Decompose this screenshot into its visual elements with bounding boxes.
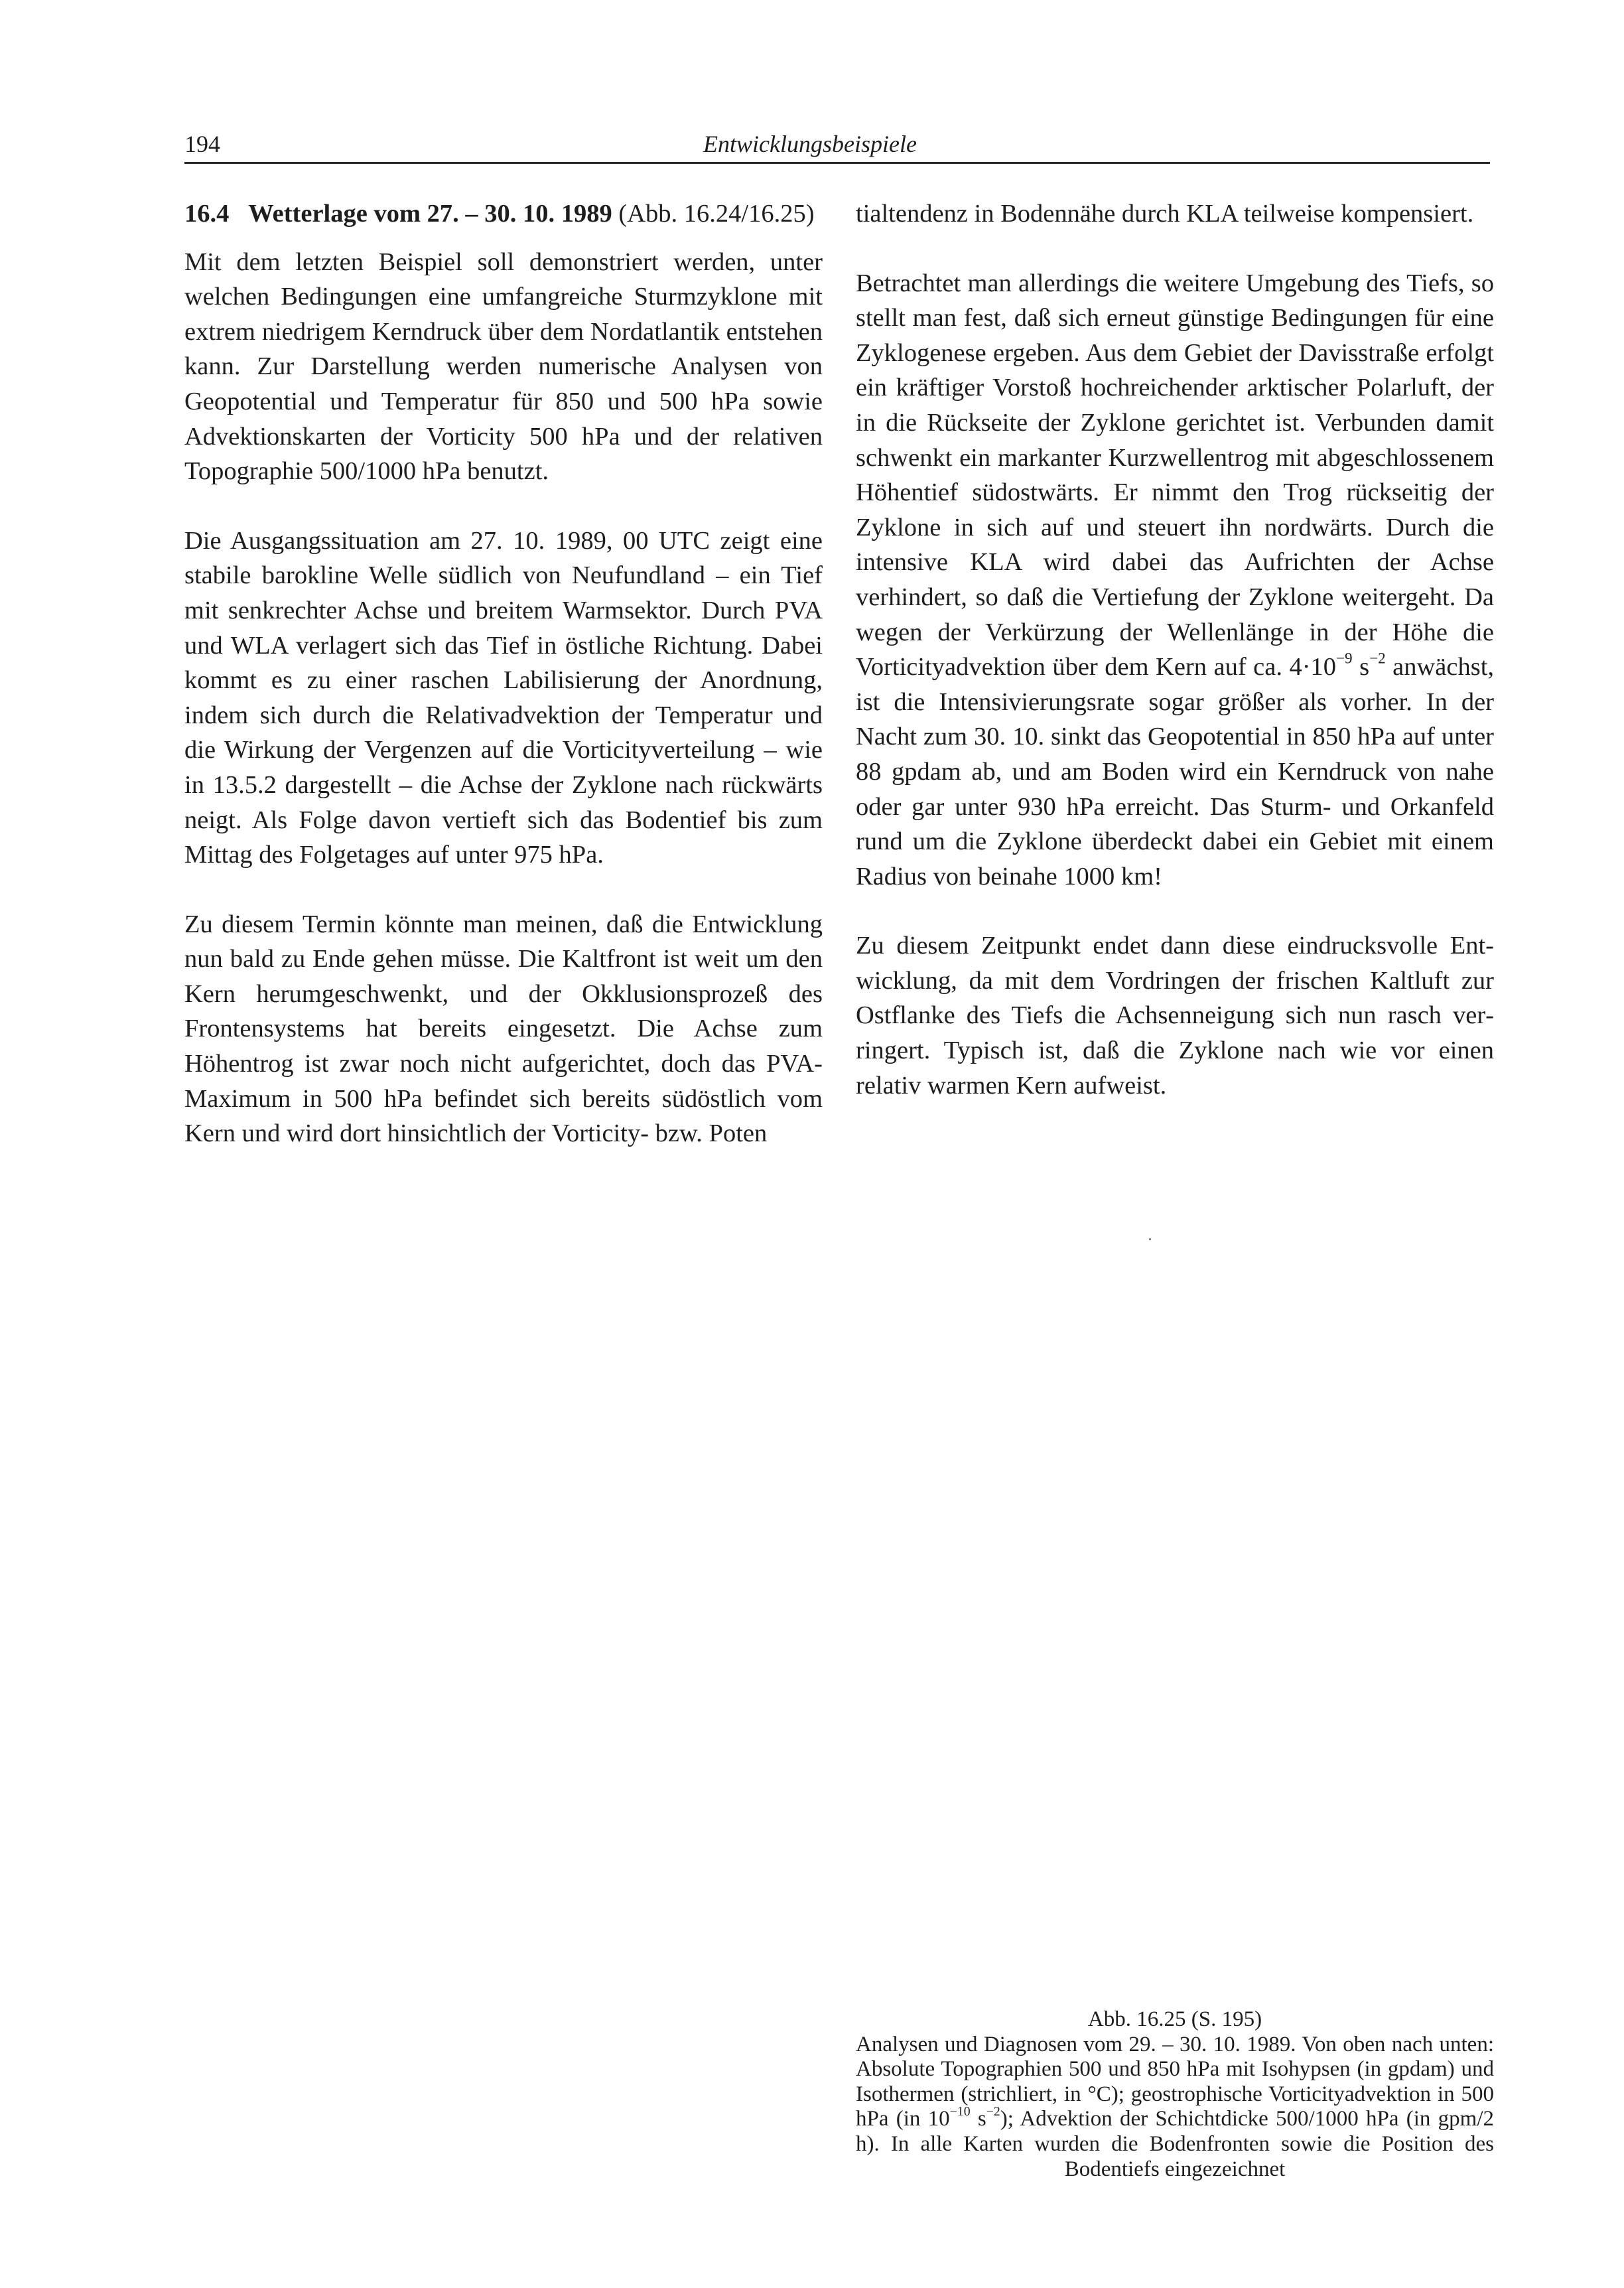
right-column: [856, 196, 1494, 1137]
section-figure-ref: (Abb. 16.24/16.25): [618, 200, 815, 228]
paragraph-text: s: [1352, 653, 1370, 681]
paragraph: tialtendenz in Bodennähe durch KLA teilweise kompensiert.: [856, 200, 1474, 228]
stray-mark: [1149, 1238, 1151, 1240]
paragraph-text: auf ca. 4·10: [1213, 653, 1337, 681]
caption-text-part: ); Advektion der Schichtdicke 500/1000 hPa (in gpm/2 h). In alle Karten wurden die Bodenfronten sowie die Position des Bodentiefs eingezeichnet: [856, 2107, 1494, 2181]
section-heading: [184, 196, 823, 232]
paragraph: Zu diesem Zeitpunkt endet dann diese eindrucksvolle Entwicklung, da mit dem Vordringen der frischen Kaltluft zur Ostflanke des Tiefs die Achsenneigung sich nun rasch verringert. Typisch ist, daß die Zyklone nach wie vor einen relativ warmen Kern aufweist.: [856, 932, 1494, 1100]
exponent: −10: [949, 2104, 971, 2119]
paragraph: [856, 266, 1494, 894]
paragraph: Die Ausgangssituation am 27. 10. 1989, 00 UTC zeigt eine stabile barokline Welle südlich von Neufundland – ein Tief mit senkrechter Achse und breitem Warmsektor. Durch PVA und WLA verlagert sich das Tief in östliche Richtung. Dabei kommt es zu einer raschen Labilisierung der Anordnung, indem sich durch die Relativadvektion der Temperatur und die Wirkung der Vergenzen auf die Vorticityverteilung – wie in 13.5.2 dargestellt – die Achse der Zyklone nach rückwärts neigt. Als Folge davon vertieft sich das Bodentief bis zum Mittag des Folgetages auf unter 975 hPa.: [184, 526, 823, 869]
paragraph: Mit dem letzten Beispiel soll demonstriert werden, unter welchen Bedingungen eine umfangreiche Sturmzyklone mit extrem niedrigem Kerndruck über dem Nordatlantik entstehen kann. Zur Darstellung werden numerische Analysen von Geopotential und Temperatur für 850 und 500 hPa sowie Advektionskarten der Vorticity 500 hPa und der relativen Topographie 500/1000 hPa benutzt.: [184, 248, 823, 486]
left-column: [184, 196, 823, 1186]
figure-caption: [856, 2007, 1494, 2182]
exponent: −2: [1369, 649, 1386, 667]
exponent: −2: [986, 2104, 1000, 2119]
paragraph: Zu diesem Termin könnte man meinen, daß die Entwicklung nun bald zu Ende gehen müsse. Die Kaltfront ist weit um den Kern herumgeschwenkt, und der Okklusionsprozeß des Frontensystems hat bereits eingesetzt. Die Achse zum Höhentrog ist zwar noch nicht aufgerichtet, doch das PVA-Maximum in 500 hPa befindet sich bereits südöstlich vom Kern und wird dort hinsichtlich der Vorticity- bzw. Poten: [184, 910, 823, 1148]
caption-text-part: Analysen und Diagnosen vom 29. – 30. 10. 1989. Von oben nach unten: Absolute Topographien 500 und 850 hPa mit Isohypsen (in gpdam) und Isothermen (strichliert, in °C); geostrophische Vorticityadvektion in 500 hPa (in 10: [856, 2032, 1494, 2131]
page-number: 194: [184, 131, 220, 157]
header-rule: [184, 162, 1490, 164]
section-title: Wetterlage vom 27. – 30. 10. 1989: [248, 200, 612, 228]
caption-text: [856, 2033, 1494, 2182]
caption-text-part: s: [970, 2107, 986, 2131]
paragraph-text: anwächst, ist die Intensivierungsrate sogar größer als vorher. In der Nacht zum 30. 10. sinkt das Geopotential in 850 hPa auf unter 88 gpdam ab, und am Boden wird ein Kerndruck von nahe oder gar unter 930 hPa erreicht. Das Sturm- und Orkanfeld rund um die Zyklone überdeckt dabei ein Gebiet mit einem Radius von beinahe 1000 km!: [856, 653, 1495, 891]
exponent: −9: [1336, 649, 1353, 667]
running-title: Entwicklungsbeispiele: [703, 131, 917, 157]
caption-figure-ref: Abb. 16.25 (S. 195): [1087, 2007, 1262, 2031]
section-number: 16.4: [184, 200, 230, 228]
paragraph-text: Betrachtet man allerdings die weitere Umgebung des Tiefs, so stellt man fest, daß sich erneut günstige Bedingungen für eine Zyklogenese ergeben. Aus dem Gebiet der Davisstraße erfolgt ein kräftiger Vorstoß hochreichender arktischer Polarluft, der in die Rückseite der Zyklone gerichtet ist. Verbunden damit schwenkt ein markanter Kurzwellentrog mit abgeschlossenem Höhentief südostwärts. Er nimmt den Trog rückseitig der Zyklone in sich auf und steuert ihn nordwärts. Durch die intensive KLA wird dabei das Aufrichten der Achse verhindert, so daß die Vertiefung der Zyklone weitergeht. Da wegen der Verkürzung der Wellenlänge in der Höhe die Vorticityadvektion über dem Kern: [856, 269, 1494, 681]
